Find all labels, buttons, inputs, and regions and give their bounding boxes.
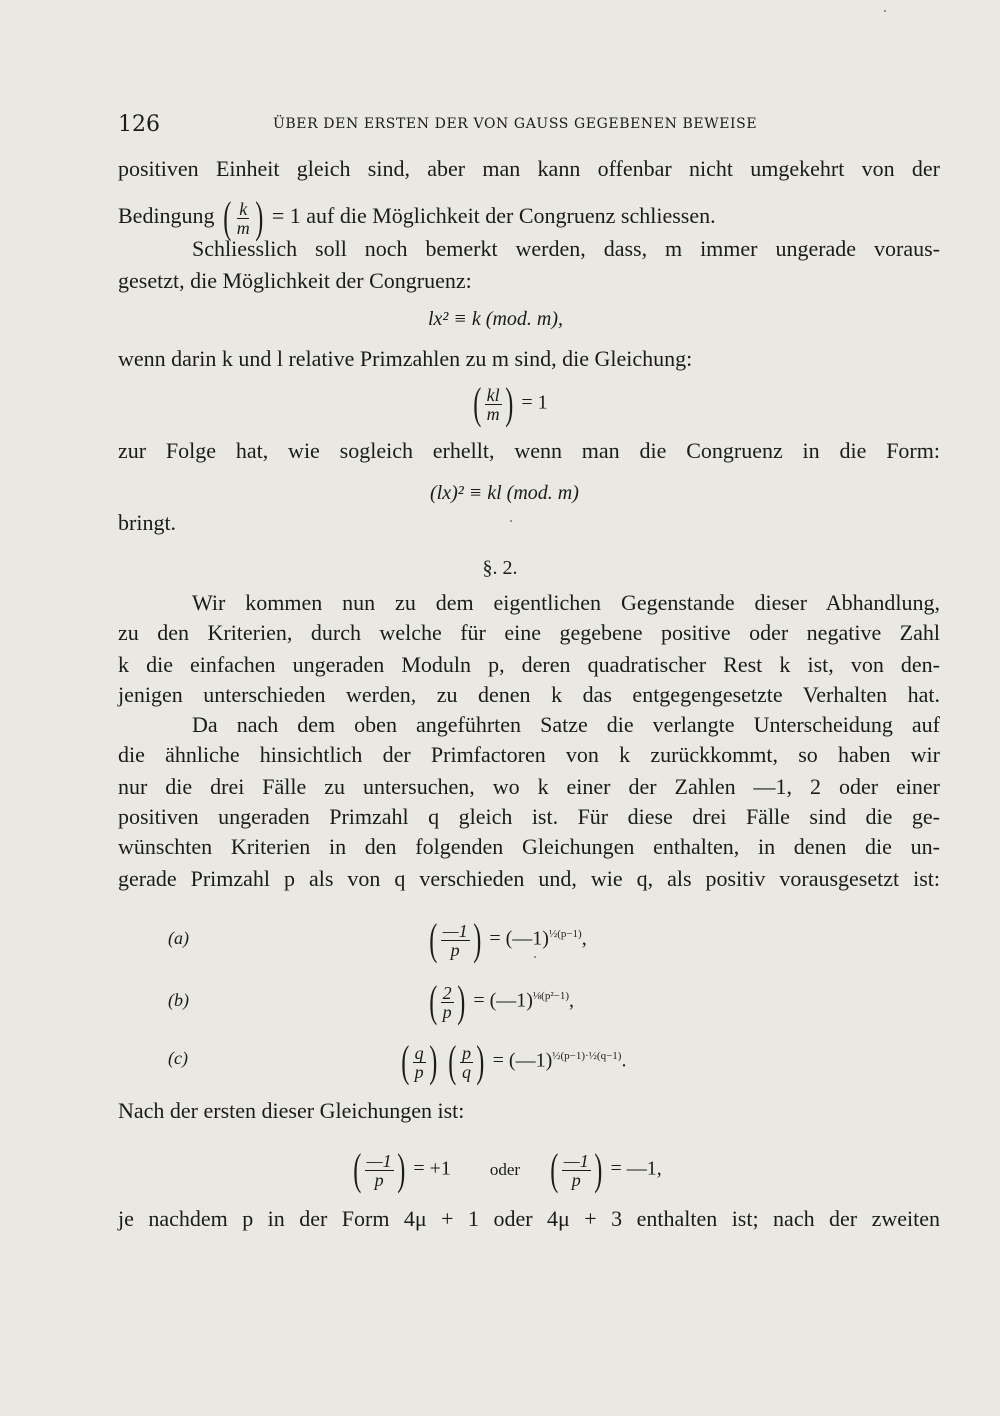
equation-b xyxy=(426,977,574,1026)
legendre-symbol xyxy=(470,379,516,428)
punctuation: . xyxy=(621,1049,627,1072)
denominator: m xyxy=(236,217,250,238)
numerator: —1 xyxy=(442,920,468,941)
running-title: ÜBER DEN ERSTEN DER VON GAUSS GEGEBENEN BEWEISE xyxy=(273,116,758,132)
text-line: zu den Kriterien, durch welche für eine gegebene positive oder negative Zahl xyxy=(118,620,940,645)
close-paren: ) xyxy=(476,1037,485,1086)
open-paren: ( xyxy=(473,379,482,428)
paper-speck xyxy=(884,10,886,12)
close-paren: ) xyxy=(255,193,264,242)
text-line: zur Folge hat, wie sogleich erhellt, wenn man die Congruenz in die Form: xyxy=(118,438,940,463)
text-line: Schliesslich soll noch bemerkt werden, dass, m immer ungerade voraus- xyxy=(192,236,940,261)
text-line: Da nach dem oben angeführten Satze die verlangte Unterscheidung auf xyxy=(192,712,940,737)
equation-rhs: = (—1) xyxy=(492,1049,553,1072)
close-paren: ) xyxy=(504,379,514,428)
close-paren: ) xyxy=(396,1145,406,1194)
equation-rhs: = 1 xyxy=(521,391,548,414)
open-paren: ( xyxy=(550,1145,559,1194)
open-paren: ( xyxy=(401,1037,410,1086)
page-number: 126 xyxy=(118,112,160,137)
text-line: gerade Primzahl p als von q verschieden und, wie q, als positiv vorausgesetzt ist: xyxy=(118,866,940,891)
text-line: positiven ungeraden Primzahl q gleich ist. Für diese drei Fälle sind die ge- xyxy=(118,804,940,829)
close-paren: ) xyxy=(428,1037,438,1086)
text-line: jenigen unterschieden werden, zu denen k das entgegengesetzte Verhalten hat. xyxy=(118,682,940,707)
text-line: Wir kommen nun zu dem eigentlichen Gegenstande dieser Abhandlung, xyxy=(192,590,940,615)
legendre-symbol xyxy=(426,977,468,1026)
denominator: m xyxy=(486,403,500,424)
text-line: wünschten Kriterien in den folgenden Gleichungen enthalten, in denen die un- xyxy=(118,834,940,859)
numerator: q xyxy=(414,1042,424,1063)
text-line: gesetzt, die Möglichkeit der Congruenz: xyxy=(118,268,472,293)
legendre-symbol xyxy=(445,1037,487,1086)
fraction xyxy=(235,200,252,237)
text-line: die ähnliche hinsichtlich der Primfactoren von k zurückkommt, so haben wir xyxy=(118,742,940,767)
legendre-symbol xyxy=(398,1037,440,1086)
text-line: je nachdem p in der Form 4μ + 1 oder 4μ + 3 enthalten ist; nach der zweiten xyxy=(118,1206,940,1231)
section-heading: §. 2. xyxy=(482,557,518,579)
text-line: wenn darin k und l relative Primzahlen zu m sind, die Gleichung: xyxy=(118,346,693,371)
equation: lx² ≡ k (mod. m), xyxy=(428,308,564,330)
text-line: k die einfachen ungeraden Moduln p, deren quadratischer Rest k ist, von den- xyxy=(118,652,940,677)
equation-label: (b) xyxy=(168,990,189,1010)
running-header xyxy=(118,112,940,142)
equation-label: (a) xyxy=(168,928,189,948)
exponent: ⅛(p²−1) xyxy=(532,989,569,1002)
denominator: p xyxy=(450,939,460,960)
text-line: Nach der ersten dieser Gleichungen ist: xyxy=(118,1098,465,1123)
equation-label: (c) xyxy=(168,1048,188,1068)
equation-rhs: = +1 xyxy=(413,1157,451,1180)
denominator: p xyxy=(442,1001,452,1022)
fraction xyxy=(562,1152,591,1189)
punctuation: , xyxy=(569,989,574,1012)
legendre-symbol xyxy=(426,915,484,964)
open-paren: ( xyxy=(429,977,438,1026)
text-line: positiven Einheit gleich sind, aber man kann offenbar nicht umgekehrt von der xyxy=(118,156,940,181)
open-paren: ( xyxy=(223,193,232,242)
denominator: p xyxy=(571,1169,581,1190)
equation-c xyxy=(398,1037,627,1086)
fraction xyxy=(441,922,470,959)
exponent: ½(p−1)·½(q−1) xyxy=(552,1049,622,1062)
numerator: 2 xyxy=(442,982,452,1003)
equation-a xyxy=(426,915,587,964)
text-fragment: Bedingung xyxy=(118,203,215,229)
open-paren: ( xyxy=(448,1037,457,1086)
equation: (lx)² ≡ kl (mod. m) xyxy=(430,482,579,504)
numerator: —1 xyxy=(563,1150,589,1171)
denominator: p xyxy=(374,1169,384,1190)
numerator: kl xyxy=(486,384,500,405)
open-paren: ( xyxy=(429,915,438,964)
close-paren: ) xyxy=(472,915,482,964)
open-paren: ( xyxy=(353,1145,362,1194)
text-line: nur die drei Fälle zu untersuchen, wo k einer der Zahlen —1, 2 oder einer xyxy=(118,774,940,799)
numerator: k xyxy=(239,198,248,219)
fraction xyxy=(413,1044,426,1081)
equation-rhs: = —1, xyxy=(610,1157,662,1180)
equation-rhs: = (—1) xyxy=(489,927,549,950)
denominator: p xyxy=(414,1061,424,1082)
fraction xyxy=(485,386,502,423)
text-line: bringt. xyxy=(118,510,177,535)
numerator: p xyxy=(461,1042,471,1063)
paper-speck xyxy=(534,956,536,958)
legendre-symbol xyxy=(350,1145,408,1194)
conjunction: oder xyxy=(489,1159,521,1179)
close-paren: ) xyxy=(594,1145,603,1194)
numerator: —1 xyxy=(366,1150,392,1171)
equation xyxy=(350,1145,662,1194)
text-fragment: = 1 auf die Möglichkeit der Congruenz schliessen. xyxy=(271,203,716,229)
punctuation: , xyxy=(581,927,587,950)
close-paren: ) xyxy=(456,977,466,1026)
legendre-symbol xyxy=(547,1145,605,1194)
fraction xyxy=(460,1044,473,1081)
denominator: q xyxy=(461,1061,471,1082)
exponent: ½(p−1) xyxy=(548,927,582,940)
equation xyxy=(470,379,548,428)
paper-speck xyxy=(510,520,512,522)
fraction xyxy=(441,984,454,1021)
equation-rhs: = (—1) xyxy=(473,989,533,1012)
fraction xyxy=(365,1152,394,1189)
